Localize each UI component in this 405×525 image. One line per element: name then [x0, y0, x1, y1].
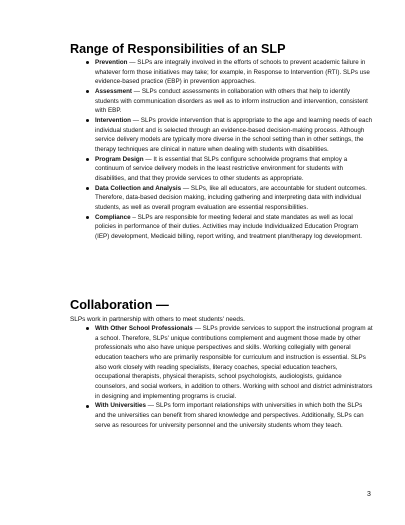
list-item	[84, 213, 374, 242]
page-number: 3	[367, 491, 371, 498]
list-item	[84, 155, 374, 184]
section-heading-responsibilities: Range of Responsibilities of an SLP	[70, 42, 286, 56]
section-heading-collaboration: Collaboration —	[70, 297, 169, 312]
item-text: — SLPs form important relationships with universities in which both the SLPs and the universities can benefit from shared knowledge and perspectives. Additionally, SLPs can serve as resources for university personnel and the university students whom they teach.	[95, 402, 364, 429]
item-term: Prevention	[95, 59, 128, 66]
bullet-icon	[86, 405, 89, 408]
item-text: — SLPs, like all educators, are accountable for student outcomes. Therefore, data-based decision making, including gathering and interpreting data with individual students, as well as overall program evaluation are essential responsibilities.	[95, 184, 367, 211]
item-term: With Universities	[95, 402, 146, 410]
list-item	[84, 116, 374, 155]
item-text: — SLPs provide intervention that is appropriate to the age and learning needs of each individual student and is selected through an evidence-based decision-making process. Although service delivery models are typically more diverse in the school setting than in other settings, the therapy techniques are clinical in nature when dealing with students with disabilities.	[95, 116, 373, 153]
item-term: With Other School Professionals	[95, 325, 193, 332]
item-term: Assessment	[95, 87, 133, 95]
collaboration-list	[84, 324, 374, 430]
item-text: — SLPs are integrally involved in the efforts of schools to prevent academic failure in whatever form those initiatives may take; for example, in Response to Intervention (RTI). SLPs use evidence-based practice (EBP) in prevention approaches.	[95, 59, 370, 86]
list-item	[84, 58, 374, 87]
bullet-icon	[86, 119, 89, 122]
bullet-icon	[86, 187, 89, 190]
bullet-icon	[86, 327, 89, 330]
bullet-icon	[86, 158, 89, 161]
item-text: — SLPs conduct assessments in collaboration with others that help to identify students with communication disorders as well as to inform instruction and intervention, consistent with EBP.	[95, 87, 368, 115]
collaboration-intro: SLPs work in partnership with others to meet students' needs.	[70, 316, 245, 323]
bullet-icon	[86, 61, 89, 64]
bullet-icon	[86, 216, 89, 219]
list-item	[84, 401, 374, 430]
bullet-icon	[86, 90, 89, 93]
item-term: Compliance	[95, 213, 131, 221]
responsibilities-list	[84, 58, 374, 241]
item-term: Intervention	[95, 116, 132, 124]
item-text: — SLPs provide services to support the instructional program at a school. Therefore, SLPs' unique contributions complement and augment those made by other professionals who also have unique perspectives and skills. Working collegially with general education teachers who are primarily responsible for curriculum and instruction is essential. SLPs also work closely with reading specialists, literacy coaches, special education teachers, occupational therapists, physical therapists, school psychologists, audiologists, guidance counselors, and social workers, in addition to others. Working with school and district administrators in designing and implementing programs is crucial.	[95, 325, 373, 400]
item-text: – SLPs are responsible for meeting federal and state mandates as well as local policies in performance of their duties. Activities may include Individualized Education Program (IEP) development, Medicaid billing, report writing, and treatment plan/therapy log development.	[95, 213, 362, 240]
item-term: Data Collection and Analysis	[95, 184, 182, 192]
list-item	[84, 324, 374, 401]
list-item	[84, 184, 374, 213]
list-item	[84, 87, 374, 116]
item-term: Program Design	[95, 155, 144, 163]
item-text: — It is essential that SLPs configure schoolwide programs that employ a continuum of service delivery models in the least restrictive environment for students with disabilities, and that they provide services to other students as appropriate.	[95, 155, 348, 182]
